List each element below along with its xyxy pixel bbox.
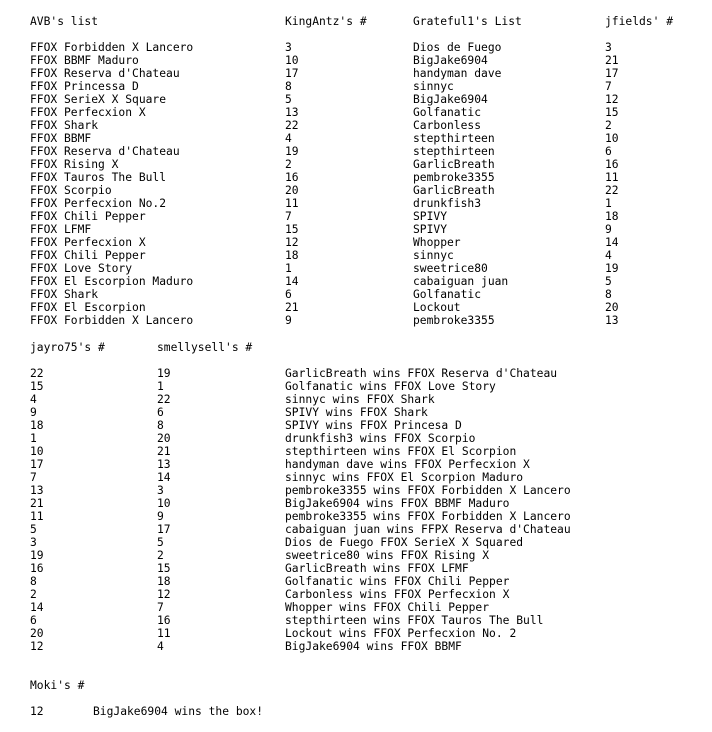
mid-row-result-text: stepthirteen wins FFOX Tauros The Bull bbox=[285, 614, 544, 627]
mid-row-result-text: cabaiguan juan wins FFPX Reserva d'Chateau bbox=[285, 523, 571, 536]
top-row-jfields-number: 3 bbox=[605, 41, 612, 54]
top-row-jfields-number: 9 bbox=[605, 223, 612, 236]
mid-row-jayro75-number: 4 bbox=[30, 393, 37, 406]
mid-row-jayro75-number: 11 bbox=[30, 510, 44, 523]
mid-row-smellysell-number: 14 bbox=[157, 471, 171, 484]
mid-row-result-text: GarlicBreath wins FFOX Reserva d'Chateau bbox=[285, 367, 558, 380]
mid-row-jayro75-number: 7 bbox=[30, 471, 37, 484]
header-smellysell: smellysell's # bbox=[157, 341, 253, 354]
mid-row-smellysell-number: 9 bbox=[157, 510, 164, 523]
top-row-jfields-number: 12 bbox=[605, 93, 619, 106]
top-row-cigar-name: FFOX Reserva d'Chateau bbox=[30, 145, 180, 158]
mid-row-jayro75-number: 20 bbox=[30, 627, 44, 640]
top-row-jfields-number: 20 bbox=[605, 301, 619, 314]
top-row-jfields-number: 14 bbox=[605, 236, 619, 249]
top-row-cigar-name: FFOX Tauros The Bull bbox=[30, 171, 167, 184]
top-row-cigar-name: FFOX BBMF Maduro bbox=[30, 54, 139, 67]
top-row-member-name: Golfanatic bbox=[413, 106, 482, 119]
mid-row-result-text: Whopper wins FFOX Chili Pepper bbox=[285, 601, 490, 614]
top-row-jfields-number: 16 bbox=[605, 158, 619, 171]
top-row-member-name: BigJake6904 bbox=[413, 54, 488, 67]
mid-row-jayro75-number: 13 bbox=[30, 484, 44, 497]
mid-row-jayro75-number: 5 bbox=[30, 523, 37, 536]
mid-row-smellysell-number: 13 bbox=[157, 458, 171, 471]
mid-row-result-text: SPIVY wins FFOX Princesa D bbox=[285, 419, 462, 432]
mid-row-smellysell-number: 22 bbox=[157, 393, 171, 406]
top-row-kingantz-number: 3 bbox=[285, 41, 292, 54]
top-row-jfields-number: 18 bbox=[605, 210, 619, 223]
mid-row-result-text: Lockout wins FFOX Perfecxion No. 2 bbox=[285, 627, 517, 640]
top-row-member-name: stepthirteen bbox=[413, 145, 495, 158]
mid-row-result-text: SPIVY wins FFOX Shark bbox=[285, 406, 428, 419]
mid-row-result-text: Dios de Fuego FFOX SerieX X Squared bbox=[285, 536, 524, 549]
top-row-jfields-number: 7 bbox=[605, 80, 612, 93]
top-row-cigar-name: FFOX Forbidden X Lancero bbox=[30, 41, 194, 54]
mid-row-smellysell-number: 3 bbox=[157, 484, 164, 497]
mid-row-smellysell-number: 8 bbox=[157, 419, 164, 432]
top-row-member-name: stepthirteen bbox=[413, 132, 495, 145]
mid-row-jayro75-number: 16 bbox=[30, 562, 44, 575]
top-row-member-name: BigJake6904 bbox=[413, 93, 488, 106]
top-row-cigar-name: FFOX Perfecxion X bbox=[30, 106, 146, 119]
top-row-member-name: cabaiguan juan bbox=[413, 275, 509, 288]
mid-row-smellysell-number: 11 bbox=[157, 627, 171, 640]
top-row-cigar-name: FFOX BBMF bbox=[30, 132, 92, 145]
top-row-jfields-number: 17 bbox=[605, 67, 619, 80]
mid-row-jayro75-number: 10 bbox=[30, 445, 44, 458]
top-row-kingantz-number: 1 bbox=[285, 262, 292, 275]
mid-row-jayro75-number: 6 bbox=[30, 614, 37, 627]
top-row-cigar-name: FFOX Perfecxion X bbox=[30, 236, 146, 249]
mid-row-jayro75-number: 15 bbox=[30, 380, 44, 393]
mid-row-jayro75-number: 8 bbox=[30, 575, 37, 588]
top-row-member-name: Golfanatic bbox=[413, 288, 482, 301]
top-row-member-name: sinnyc bbox=[413, 249, 454, 262]
top-row-kingantz-number: 15 bbox=[285, 223, 299, 236]
mid-row-smellysell-number: 16 bbox=[157, 614, 171, 627]
top-row-cigar-name: FFOX Chili Pepper bbox=[30, 249, 146, 262]
top-row-kingantz-number: 2 bbox=[285, 158, 292, 171]
mid-row-result-text: Carbonless wins FFOX Perfecxion X bbox=[285, 588, 510, 601]
mid-row-result-text: Golfanatic wins FFOX Chili Pepper bbox=[285, 575, 510, 588]
final-result: BigJake6904 wins the box! bbox=[93, 705, 264, 718]
top-row-kingantz-number: 7 bbox=[285, 210, 292, 223]
top-row-jfields-number: 1 bbox=[605, 197, 612, 210]
top-row-member-name: handyman dave bbox=[413, 67, 502, 80]
top-row-kingantz-number: 22 bbox=[285, 119, 299, 132]
top-row-kingantz-number: 6 bbox=[285, 288, 292, 301]
top-row-kingantz-number: 20 bbox=[285, 184, 299, 197]
header-kingantz: KingAntz's # bbox=[285, 15, 367, 28]
top-row-cigar-name: FFOX El Escorpion Maduro bbox=[30, 275, 194, 288]
top-row-cigar-name: FFOX SerieX X Square bbox=[30, 93, 167, 106]
top-row-jfields-number: 22 bbox=[605, 184, 619, 197]
top-row-kingantz-number: 21 bbox=[285, 301, 299, 314]
top-row-kingantz-number: 17 bbox=[285, 67, 299, 80]
top-row-cigar-name: FFOX Love Story bbox=[30, 262, 133, 275]
top-row-member-name: GarlicBreath bbox=[413, 158, 495, 171]
mid-row-smellysell-number: 7 bbox=[157, 601, 164, 614]
mid-row-smellysell-number: 18 bbox=[157, 575, 171, 588]
top-row-jfields-number: 2 bbox=[605, 119, 612, 132]
mid-row-result-text: BigJake6904 wins FFOX BBMF bbox=[285, 640, 462, 653]
mid-row-jayro75-number: 3 bbox=[30, 536, 37, 549]
top-row-cigar-name: FFOX Rising X bbox=[30, 158, 119, 171]
top-row-jfields-number: 15 bbox=[605, 106, 619, 119]
header-avb-list: AVB's list bbox=[30, 15, 99, 28]
top-row-member-name: Carbonless bbox=[413, 119, 482, 132]
top-row-cigar-name: FFOX Princessa D bbox=[30, 80, 139, 93]
top-row-member-name: GarlicBreath bbox=[413, 184, 495, 197]
mid-row-jayro75-number: 21 bbox=[30, 497, 44, 510]
top-row-jfields-number: 21 bbox=[605, 54, 619, 67]
mid-row-result-text: drunkfish3 wins FFOX Scorpio bbox=[285, 432, 476, 445]
top-row-jfields-number: 5 bbox=[605, 275, 612, 288]
top-row-cigar-name: FFOX Reserva d'Chateau bbox=[30, 67, 180, 80]
top-row-member-name: sweetrice80 bbox=[413, 262, 488, 275]
mid-row-smellysell-number: 21 bbox=[157, 445, 171, 458]
mid-row-result-text: pembroke3355 wins FFOX Forbidden X Lancero bbox=[285, 510, 571, 523]
top-row-cigar-name: FFOX El Escorpion bbox=[30, 301, 146, 314]
mid-row-jayro75-number: 9 bbox=[30, 406, 37, 419]
top-row-jfields-number: 8 bbox=[605, 288, 612, 301]
mid-row-result-text: stepthirteen wins FFOX El Scorpion bbox=[285, 445, 517, 458]
mid-row-smellysell-number: 1 bbox=[157, 380, 164, 393]
top-row-jfields-number: 11 bbox=[605, 171, 619, 184]
mid-row-jayro75-number: 22 bbox=[30, 367, 44, 380]
top-row-member-name: Whopper bbox=[413, 236, 461, 249]
top-row-kingantz-number: 14 bbox=[285, 275, 299, 288]
header-moki: Moki's # bbox=[30, 679, 85, 692]
mid-row-smellysell-number: 5 bbox=[157, 536, 164, 549]
top-row-cigar-name: FFOX Shark bbox=[30, 288, 99, 301]
mid-row-result-text: sweetrice80 wins FFOX Rising X bbox=[285, 549, 490, 562]
mid-row-smellysell-number: 12 bbox=[157, 588, 171, 601]
mid-row-jayro75-number: 2 bbox=[30, 588, 37, 601]
top-row-jfields-number: 13 bbox=[605, 314, 619, 327]
top-row-kingantz-number: 9 bbox=[285, 314, 292, 327]
mid-row-result-text: sinnyc wins FFOX El Scorpion Maduro bbox=[285, 471, 524, 484]
final-number: 12 bbox=[30, 705, 44, 718]
mid-row-result-text: sinnyc wins FFOX Shark bbox=[285, 393, 435, 406]
mid-row-smellysell-number: 19 bbox=[157, 367, 171, 380]
mid-row-jayro75-number: 19 bbox=[30, 549, 44, 562]
top-row-kingantz-number: 8 bbox=[285, 80, 292, 93]
top-row-kingantz-number: 18 bbox=[285, 249, 299, 262]
top-row-kingantz-number: 19 bbox=[285, 145, 299, 158]
top-row-member-name: Dios de Fuego bbox=[413, 41, 502, 54]
top-row-member-name: SPIVY bbox=[413, 223, 448, 236]
top-row-cigar-name: FFOX Shark bbox=[30, 119, 99, 132]
top-row-member-name: sinnyc bbox=[413, 80, 454, 93]
top-row-member-name: Lockout bbox=[413, 301, 461, 314]
top-row-cigar-name: FFOX Forbidden X Lancero bbox=[30, 314, 194, 327]
mid-row-result-text: pembroke3355 wins FFOX Forbidden X Lancero bbox=[285, 484, 571, 497]
header-grateful1-list: Grateful1's List bbox=[413, 15, 522, 28]
mid-row-smellysell-number: 6 bbox=[157, 406, 164, 419]
top-row-kingantz-number: 11 bbox=[285, 197, 299, 210]
top-row-cigar-name: FFOX LFMF bbox=[30, 223, 92, 236]
top-row-cigar-name: FFOX Chili Pepper bbox=[30, 210, 146, 223]
top-row-cigar-name: FFOX Scorpio bbox=[30, 184, 112, 197]
header-jayro75: jayro75's # bbox=[30, 341, 105, 354]
top-row-jfields-number: 19 bbox=[605, 262, 619, 275]
top-row-jfields-number: 4 bbox=[605, 249, 612, 262]
top-row-member-name: pembroke3355 bbox=[413, 171, 495, 184]
top-row-kingantz-number: 5 bbox=[285, 93, 292, 106]
mid-row-jayro75-number: 1 bbox=[30, 432, 37, 445]
mid-row-smellysell-number: 10 bbox=[157, 497, 171, 510]
mid-row-result-text: BigJake6904 wins FFOX BBMF Maduro bbox=[285, 497, 510, 510]
mid-row-smellysell-number: 15 bbox=[157, 562, 171, 575]
mid-row-jayro75-number: 17 bbox=[30, 458, 44, 471]
mid-row-result-text: handyman dave wins FFOX Perfecxion X bbox=[285, 458, 530, 471]
top-row-jfields-number: 6 bbox=[605, 145, 612, 158]
mid-row-result-text: GarlicBreath wins FFOX LFMF bbox=[285, 562, 469, 575]
top-row-kingantz-number: 16 bbox=[285, 171, 299, 184]
top-row-cigar-name: FFOX Perfecxion No.2 bbox=[30, 197, 167, 210]
mid-row-result-text: Golfanatic wins FFOX Love Story bbox=[285, 380, 496, 393]
mid-row-smellysell-number: 4 bbox=[157, 640, 164, 653]
top-row-kingantz-number: 12 bbox=[285, 236, 299, 249]
mid-row-smellysell-number: 17 bbox=[157, 523, 171, 536]
top-row-member-name: pembroke3355 bbox=[413, 314, 495, 327]
mid-row-smellysell-number: 2 bbox=[157, 549, 164, 562]
top-row-kingantz-number: 13 bbox=[285, 106, 299, 119]
top-row-jfields-number: 10 bbox=[605, 132, 619, 145]
mid-row-jayro75-number: 12 bbox=[30, 640, 44, 653]
top-row-member-name: SPIVY bbox=[413, 210, 448, 223]
top-row-kingantz-number: 10 bbox=[285, 54, 299, 67]
top-row-member-name: drunkfish3 bbox=[413, 197, 482, 210]
mid-row-jayro75-number: 14 bbox=[30, 601, 44, 614]
top-row-kingantz-number: 4 bbox=[285, 132, 292, 145]
mid-row-jayro75-number: 18 bbox=[30, 419, 44, 432]
header-jfields: jfields' # bbox=[605, 15, 674, 28]
mid-row-smellysell-number: 20 bbox=[157, 432, 171, 445]
